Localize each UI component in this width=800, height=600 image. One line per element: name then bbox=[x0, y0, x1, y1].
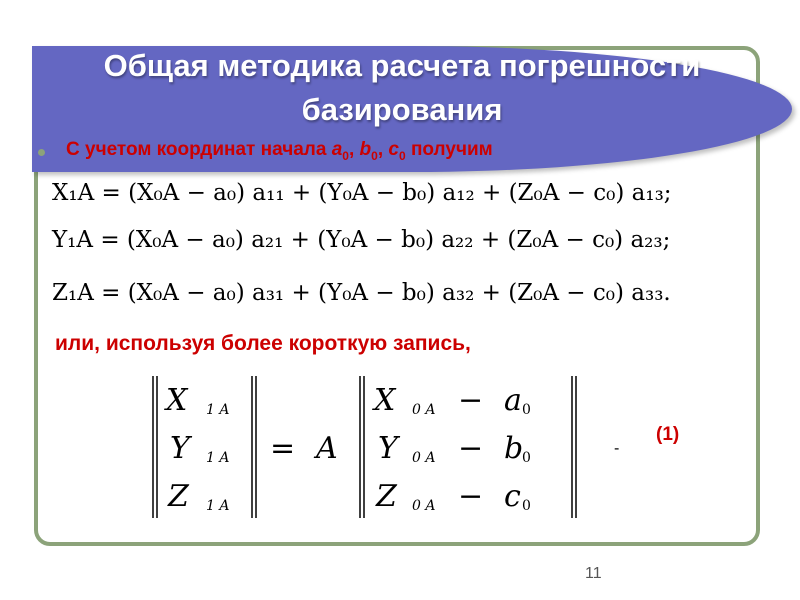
equation-y: Y₁A = (X₀A − a₀) a₂₁ + (Y₀A − b₀) a₂₂ + (Z₀A − c₀) a₂₃; bbox=[52, 227, 671, 253]
coord-a: a bbox=[331, 139, 343, 160]
left-var-y: Y bbox=[170, 431, 190, 466]
right-var-x: X bbox=[374, 383, 396, 418]
right-const-c-sub: 0 bbox=[522, 498, 531, 514]
bullet-text-after: получим bbox=[405, 139, 493, 160]
right-const-c: c bbox=[504, 479, 521, 514]
left-var-x: X bbox=[166, 383, 188, 418]
left-var-z: Z bbox=[168, 479, 189, 514]
equation-x: X₁A = (X₀A − a₀) a₁₁ + (Y₀A − b₀) a₁₂ + (Z₀A − c₀) a₁₃; bbox=[52, 180, 672, 206]
bullet-text-before: С учетом координат начала bbox=[66, 139, 332, 160]
right-const-b-sub: 0 bbox=[522, 450, 531, 466]
right-minus-x: − bbox=[458, 383, 484, 418]
right-sub-y: 0 A bbox=[412, 450, 436, 466]
coord-c-sub: 0 bbox=[398, 148, 406, 163]
comma-1: , bbox=[348, 139, 360, 160]
right-var-y: Y bbox=[378, 431, 398, 466]
shorter-note: или, используя более короткую запись, bbox=[55, 332, 471, 355]
coord-b-sub: 0 bbox=[371, 148, 378, 163]
right-sub-x: 0 A bbox=[412, 402, 436, 418]
trailing-mark: - bbox=[614, 440, 620, 457]
left-sub-x: 1 A bbox=[206, 402, 230, 418]
right-minus-y: − bbox=[458, 431, 484, 466]
comma-2: , bbox=[377, 139, 389, 160]
bullet-icon bbox=[38, 149, 45, 156]
coord-c: c bbox=[388, 139, 399, 160]
coord-b: b bbox=[359, 139, 372, 160]
right-const-b: b bbox=[504, 431, 524, 466]
left-sub-z: 1 A bbox=[206, 498, 230, 514]
page-number: 11 bbox=[585, 565, 602, 582]
slide-title: Общая методика расчета погрешности базирования bbox=[103, 48, 701, 127]
equation-z: Z₁A = (X₀A − a₀) a₃₁ + (Y₀A − b₀) a₃₂ + (Z₀A − c₀) a₃₃. bbox=[52, 280, 671, 306]
right-minus-z: − bbox=[458, 479, 484, 514]
right-const-a: a bbox=[504, 383, 522, 418]
matrix-equals: = bbox=[270, 431, 296, 466]
matrix-operator: A bbox=[316, 431, 338, 466]
left-sub-y: 1 A bbox=[206, 450, 230, 466]
matrix-equation bbox=[148, 372, 618, 522]
right-var-z: Z bbox=[376, 479, 397, 514]
right-sub-z: 0 A bbox=[412, 498, 436, 514]
bullet-text bbox=[66, 139, 493, 163]
right-const-a-sub: 0 bbox=[522, 402, 531, 418]
coord-a-sub: 0 bbox=[342, 148, 349, 163]
equation-number: (1) bbox=[656, 424, 680, 445]
